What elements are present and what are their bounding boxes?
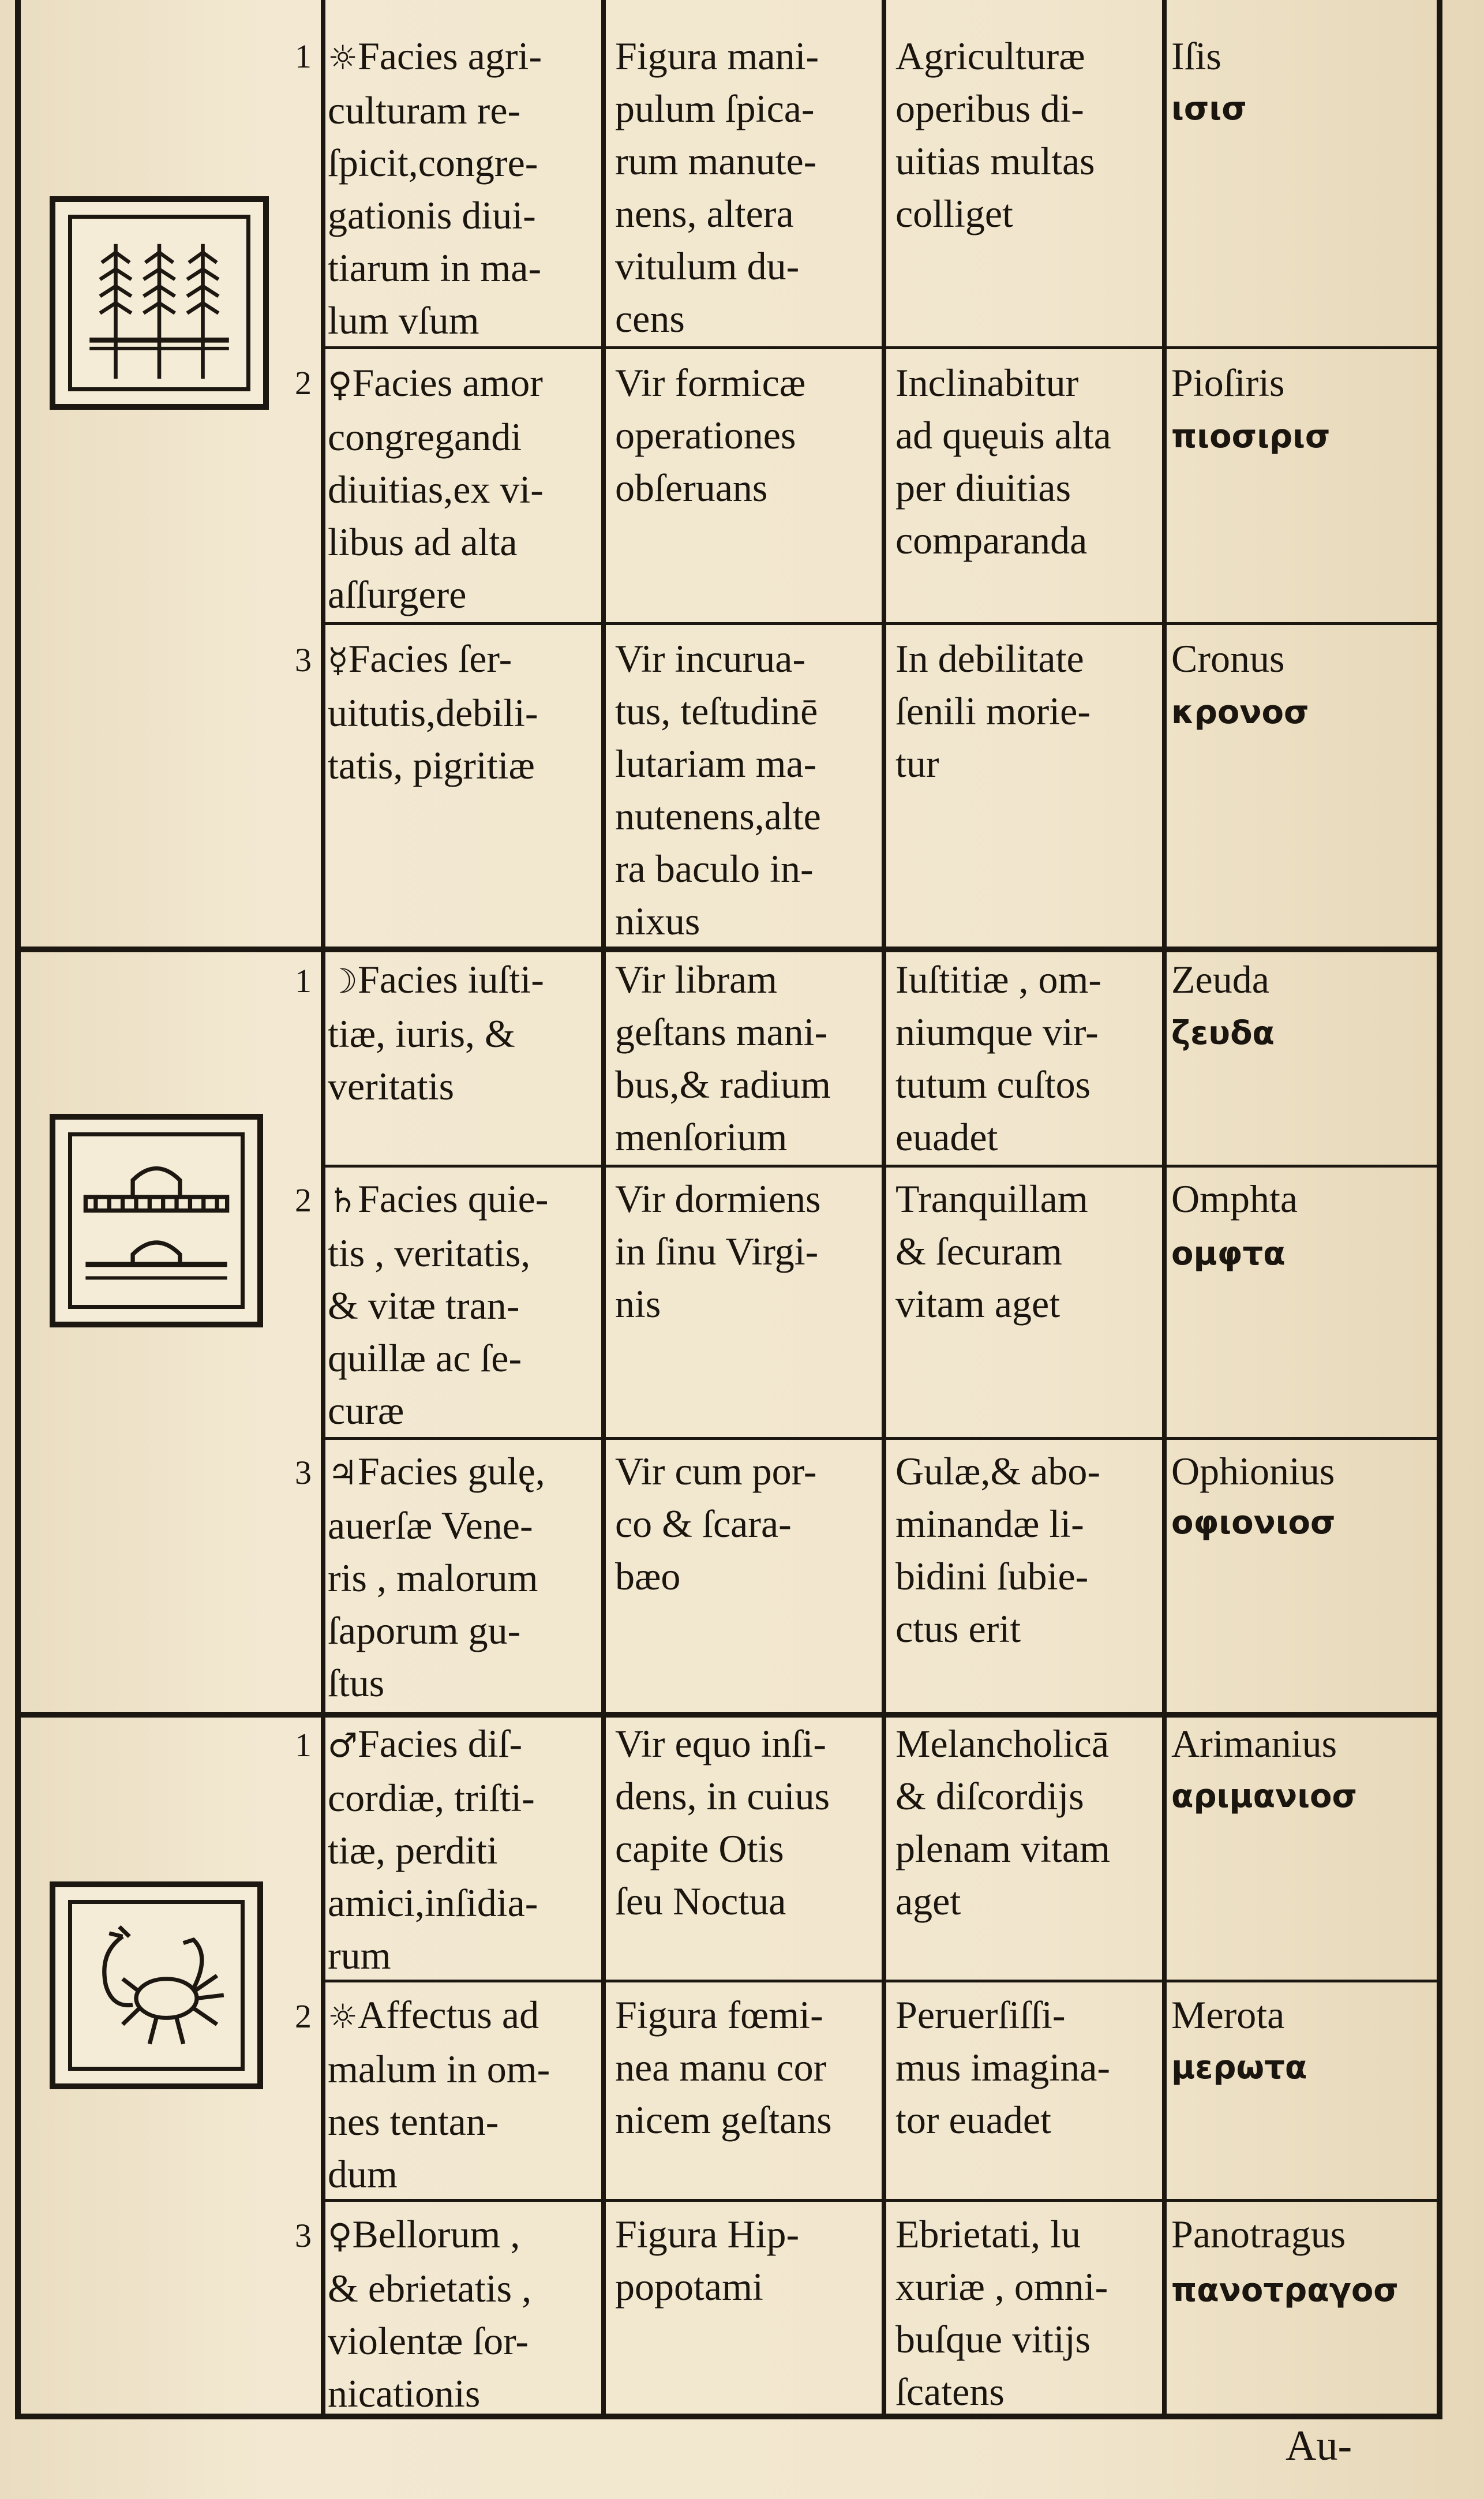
row-rule [325,1437,1437,1440]
deity-name: Ophionius [1171,1449,1335,1493]
figure-description: Vir libram geſtans mani- bus,& radium menſorium [615,957,831,1159]
figure-description: Vir equo inſi- dens, in cuius capite Otis ſeu Noctua [615,1722,830,1923]
row-number: 1 [295,962,312,1000]
row-rule [325,622,1437,625]
scorpio-sign-image [50,1881,263,2089]
decan-description: ♀Facies amor congregandi diuitias,ex vi- libus ad alta aſſurgere [328,361,544,616]
figure-description: Vir formicæ operationes obſeruans [615,361,806,510]
figure-description: Figura mani- pulum ſpica- rum manute- nens, altera vitulum du- cens [615,34,819,341]
decan-description: ♂Facies diſ- cordiæ, triſti- tiæ, perditi amici,inſidia- rum [328,1722,538,1977]
fate-description: Ebrietati, lu xuriæ , omni- buſque vitijs ſcatens [895,2212,1108,2414]
bottom-rule [15,2414,1442,2419]
figure-description: Vir cum por- co & ſcara- bæo [615,1449,817,1598]
row-number: 3 [295,641,312,679]
fate-description: In debilitate ſenili morie- tur [895,637,1091,785]
deity-name: Panotragus [1171,2212,1346,2256]
venus-icon: ♀ [328,365,353,404]
coptic-name: οφιονιοσ [1171,1504,1336,1542]
deity-name: Iſis [1171,34,1221,78]
scorpion-icon [72,1904,241,2067]
right-border [1437,0,1442,2418]
coptic-name: ομφτα [1171,1235,1286,1273]
fate-description: Inclinabitur ad quęuis alta per diuitias comparanda [895,361,1111,562]
moon-icon: ☽ [328,962,358,1001]
row-number: 2 [295,364,312,402]
fate-description: Peruerſiſſi- mus imagina- tor euadet [895,1993,1111,2142]
fate-description: Melancholicā & diſcordijs plenam vitam aget [895,1722,1111,1923]
deity-name: Cronus [1171,637,1285,680]
sun-icon: ☼ [328,38,358,77]
coptic-name: ζευδα [1171,1015,1275,1052]
virgo-sign-image [50,196,269,410]
deity-name: Omphta [1171,1177,1298,1221]
libra-sign-image [50,1114,263,1327]
coptic-name: κρονοσ [1171,694,1309,731]
sun-icon: ☼ [328,1997,358,2036]
sign-rule [15,1712,1442,1718]
fate-description: Tranquillam & ſecuram vitam aget [895,1177,1088,1326]
decan-description: ♃Facies gulę, auerſæ Vene- ris , malorum ſaporum gu- ſtus [328,1449,545,1705]
row-number: 1 [295,1726,312,1764]
decan-description: ☽Facies iuſti- tiæ, iuris, & veritatis [328,957,544,1108]
venus-icon: ♀ [328,2216,353,2255]
decan-description: ♀Bellorum , & ebrietatis , violentæ ſor- nicationis [328,2212,532,2415]
fate-description: Agriculturæ operibus di- uitias multas colliget [895,34,1095,235]
figure-description: Figura Hip- popotami [615,2212,800,2309]
figure-description: Vir dormiens in ſinu Virgi- nis [615,1177,821,1326]
mars-icon: ♂ [328,1726,358,1765]
figure-description: Figura fœmi- nea manu cor nicem geſtans [615,1993,832,2142]
wheat-sheaves-icon [72,219,246,387]
row-number: 1 [295,38,312,75]
fate-description: Iuſtitiæ , om- niumque vir- tutum cuſtos euadet [895,957,1101,1159]
row-number: 3 [295,1454,312,1491]
row-number: 3 [295,2217,312,2254]
coptic-name: αριμανιοσ [1171,1778,1358,1815]
column-rule-1 [321,0,325,2418]
row-rule [325,1165,1437,1168]
coptic-name: πανοτραγοσ [1171,2272,1399,2309]
decan-description: ☼Affectus ad malum in om- nes tentan- dum [328,1993,550,2196]
row-number: 2 [295,1997,312,2035]
deity-name: Arimanius [1171,1722,1337,1765]
mercury-icon: ☿ [328,641,348,680]
deity-name: Zeuda [1171,957,1269,1001]
coptic-name: ισισ [1171,90,1247,128]
row-number: 2 [295,1181,312,1219]
libra-scales-icon [72,1136,241,1305]
decan-description: ♄Facies quie- tis , veritatis, & vitæ tran- quillæ ac ſe- curæ [328,1177,549,1432]
deity-name: Merota [1171,1993,1285,2037]
figure-description: Vir incurua- tus, teſtudinē lutariam ma- nutenens,alte ra baculo in- nixus [615,637,821,943]
saturn-icon: ♄ [328,1181,358,1220]
catchword: Au- [1286,2422,1352,2470]
left-border [15,0,21,2418]
fate-description: Gulæ,& abo- minandæ li- bidini ſubie- ctus erit [895,1449,1101,1651]
coptic-name: μερωτα [1171,2049,1307,2086]
deity-name: Pioſiris [1171,361,1285,405]
decan-description: ☼Facies agri- culturam re- ſpicit,congre- gationis diui- tiarum in ma- lum vſum [328,34,542,342]
jupiter-icon: ♃ [328,1453,358,1492]
coptic-name: πιοσιρισ [1171,418,1331,455]
decan-description: ☿Facies ſer- uitutis,debili- tatis, pigritiæ [328,637,538,787]
